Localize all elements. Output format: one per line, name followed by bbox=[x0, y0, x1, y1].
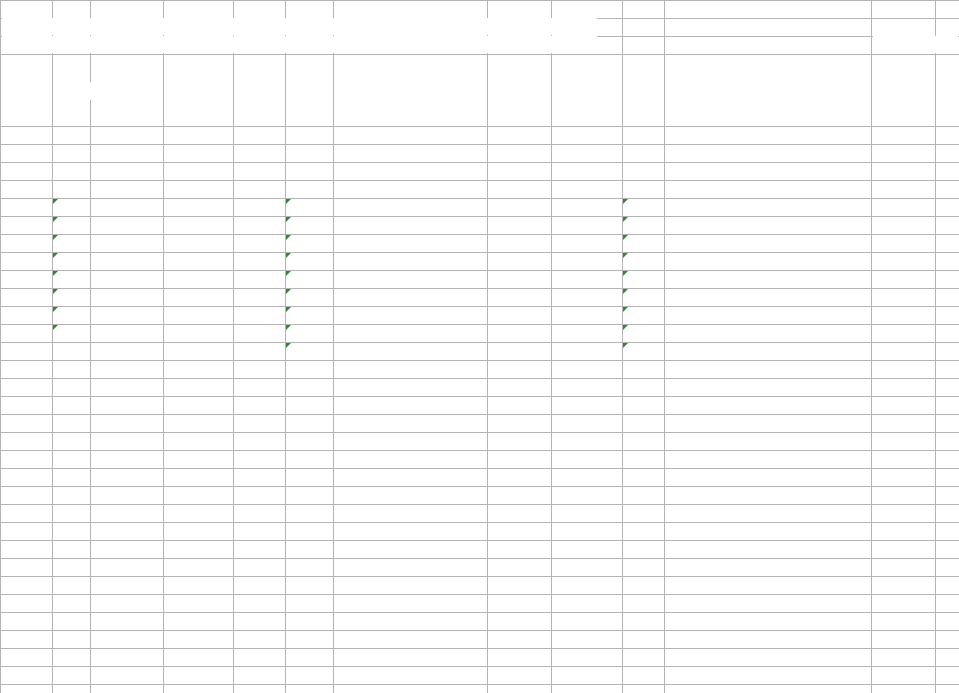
right-lei[interactable] bbox=[553, 180, 619, 198]
right-kuan[interactable] bbox=[624, 360, 661, 378]
middle-value[interactable] bbox=[489, 666, 548, 684]
header-kuan[interactable] bbox=[54, 144, 87, 162]
middle-kuan[interactable] bbox=[287, 594, 330, 612]
grid-col-line bbox=[333, 0, 334, 693]
right-lei[interactable] bbox=[553, 198, 619, 216]
right-lei[interactable] bbox=[553, 306, 619, 324]
middle-value[interactable] bbox=[489, 486, 548, 504]
middle-name[interactable] bbox=[335, 198, 484, 216]
middle-lei[interactable] bbox=[235, 576, 282, 594]
middle-kuan[interactable] bbox=[287, 486, 330, 504]
middle-lei[interactable] bbox=[235, 234, 282, 252]
grid-row-line bbox=[0, 126, 959, 127]
right-lei[interactable] bbox=[553, 324, 619, 342]
right-value[interactable] bbox=[873, 450, 932, 468]
right-kuan[interactable] bbox=[624, 216, 661, 234]
middle-value[interactable] bbox=[489, 180, 548, 198]
middle-lei[interactable] bbox=[235, 198, 282, 216]
right-lei[interactable] bbox=[553, 234, 619, 252]
error-indicator-icon bbox=[623, 325, 628, 330]
left-lei[interactable] bbox=[2, 288, 49, 306]
grid-col-line bbox=[0, 0, 1, 693]
middle-name[interactable] bbox=[335, 576, 484, 594]
left-lei[interactable] bbox=[2, 252, 49, 270]
middle-name[interactable] bbox=[335, 450, 484, 468]
middle-value[interactable] bbox=[489, 594, 548, 612]
total-value[interactable] bbox=[165, 162, 230, 180]
middle-kuan[interactable] bbox=[287, 576, 330, 594]
left-value[interactable] bbox=[165, 342, 230, 360]
header-kuan-2[interactable] bbox=[287, 144, 330, 162]
error-indicator-icon bbox=[623, 217, 628, 222]
right-kuan[interactable] bbox=[624, 450, 661, 468]
middle-lei[interactable] bbox=[235, 288, 282, 306]
error-indicator-icon bbox=[53, 235, 58, 240]
grid-row-line bbox=[0, 0, 959, 1]
left-lei[interactable] bbox=[2, 306, 49, 324]
error-indicator-icon bbox=[53, 271, 58, 276]
middle-value[interactable] bbox=[489, 234, 548, 252]
header-lei-2[interactable] bbox=[235, 144, 282, 162]
left-kuan[interactable] bbox=[54, 342, 87, 360]
header-name-2[interactable] bbox=[335, 82, 484, 100]
middle-value[interactable] bbox=[489, 252, 548, 270]
header-budget-2[interactable] bbox=[489, 72, 548, 144]
middle-kuan[interactable] bbox=[287, 558, 330, 576]
middle-lei[interactable] bbox=[235, 216, 282, 234]
header-lei-3[interactable] bbox=[553, 144, 619, 162]
middle-name[interactable] bbox=[335, 252, 484, 270]
error-indicator-icon bbox=[286, 199, 291, 204]
error-indicator-icon bbox=[623, 253, 628, 258]
middle-value[interactable] bbox=[489, 504, 548, 522]
middle-value[interactable] bbox=[489, 270, 548, 288]
left-kuan[interactable] bbox=[54, 324, 87, 342]
right-value[interactable] bbox=[873, 180, 932, 198]
middle-lei[interactable] bbox=[235, 594, 282, 612]
right-name[interactable] bbox=[666, 360, 868, 378]
middle-lei[interactable] bbox=[235, 468, 282, 486]
right-lei[interactable] bbox=[553, 378, 619, 396]
error-indicator-icon bbox=[623, 271, 628, 276]
left-kuan[interactable] bbox=[54, 216, 87, 234]
header-code-3[interactable] bbox=[553, 63, 619, 135]
left-name[interactable] bbox=[92, 234, 160, 252]
right-name[interactable] bbox=[666, 288, 868, 306]
left-lei[interactable] bbox=[2, 324, 49, 342]
error-indicator-icon bbox=[286, 325, 291, 330]
middle-lei[interactable] bbox=[235, 270, 282, 288]
header-name[interactable] bbox=[54, 82, 123, 100]
right-kuan[interactable] bbox=[624, 288, 661, 306]
right-kuan[interactable] bbox=[624, 468, 661, 486]
grid-row-line bbox=[0, 684, 959, 685]
middle-name[interactable] bbox=[335, 378, 484, 396]
grid-col-line bbox=[871, 0, 872, 693]
middle-kuan[interactable] bbox=[287, 198, 330, 216]
error-indicator-icon bbox=[286, 253, 291, 258]
error-indicator-icon bbox=[286, 289, 291, 294]
total-label[interactable] bbox=[92, 162, 160, 180]
right-value[interactable] bbox=[873, 306, 932, 324]
middle-value[interactable] bbox=[489, 342, 548, 360]
header-budget-3[interactable] bbox=[873, 72, 932, 144]
left-lei[interactable] bbox=[2, 270, 49, 288]
middle-name[interactable] bbox=[335, 288, 484, 306]
right-value[interactable] bbox=[873, 414, 932, 432]
left-name[interactable] bbox=[92, 342, 160, 360]
error-indicator-icon bbox=[53, 253, 58, 258]
middle-value[interactable] bbox=[489, 630, 548, 648]
middle-name[interactable] bbox=[335, 540, 484, 558]
right-value[interactable] bbox=[873, 234, 932, 252]
middle-kuan[interactable] bbox=[287, 450, 330, 468]
middle-lei[interactable] bbox=[235, 306, 282, 324]
right-value[interactable] bbox=[873, 270, 932, 288]
left-value[interactable] bbox=[165, 198, 230, 216]
left-value[interactable] bbox=[165, 180, 230, 198]
middle-value[interactable] bbox=[489, 522, 548, 540]
middle-kuan[interactable] bbox=[287, 252, 330, 270]
middle-kuan[interactable] bbox=[287, 666, 330, 684]
left-kuan[interactable] bbox=[54, 270, 87, 288]
middle-kuan[interactable] bbox=[287, 234, 330, 252]
middle-kuan[interactable] bbox=[287, 468, 330, 486]
right-name[interactable] bbox=[666, 468, 868, 486]
middle-name[interactable] bbox=[335, 414, 484, 432]
middle-lei[interactable] bbox=[235, 540, 282, 558]
middle-name[interactable] bbox=[335, 324, 484, 342]
middle-name[interactable] bbox=[335, 360, 484, 378]
right-name[interactable] bbox=[666, 324, 868, 342]
right-value[interactable] bbox=[873, 360, 932, 378]
right-name[interactable] bbox=[666, 450, 868, 468]
middle-lei[interactable] bbox=[235, 450, 282, 468]
middle-value[interactable] bbox=[489, 216, 548, 234]
right-name[interactable] bbox=[666, 198, 868, 216]
middle-kuan[interactable] bbox=[287, 360, 330, 378]
middle-value[interactable] bbox=[489, 360, 548, 378]
middle-lei[interactable] bbox=[235, 360, 282, 378]
middle-value[interactable] bbox=[489, 432, 548, 450]
right-kuan[interactable] bbox=[624, 306, 661, 324]
error-indicator-icon bbox=[286, 343, 291, 348]
middle-lei[interactable] bbox=[235, 648, 282, 666]
right-kuan[interactable] bbox=[624, 396, 661, 414]
error-indicator-icon bbox=[53, 217, 58, 222]
left-name[interactable] bbox=[92, 306, 160, 324]
middle-value[interactable] bbox=[489, 198, 548, 216]
middle-value[interactable] bbox=[489, 378, 548, 396]
error-indicator-icon bbox=[53, 289, 58, 294]
right-kuan[interactable] bbox=[624, 270, 661, 288]
middle-lei[interactable] bbox=[235, 486, 282, 504]
left-kuan[interactable] bbox=[54, 234, 87, 252]
middle-kuan[interactable] bbox=[287, 288, 330, 306]
error-indicator-icon bbox=[623, 343, 628, 348]
right-value[interactable] bbox=[873, 216, 932, 234]
grid-row-line bbox=[0, 54, 959, 55]
grid-col-line bbox=[935, 0, 936, 693]
left-value[interactable] bbox=[165, 288, 230, 306]
middle-value[interactable] bbox=[489, 540, 548, 558]
middle-kuan[interactable] bbox=[287, 630, 330, 648]
middle-kuan[interactable] bbox=[287, 270, 330, 288]
middle-name[interactable] bbox=[335, 612, 484, 630]
error-indicator-icon bbox=[623, 289, 628, 294]
form-number-cell[interactable] bbox=[873, 0, 932, 18]
left-name[interactable] bbox=[92, 180, 160, 198]
middle-name[interactable] bbox=[335, 216, 484, 234]
right-lei[interactable] bbox=[553, 360, 619, 378]
middle-value[interactable] bbox=[489, 324, 548, 342]
middle-lei[interactable] bbox=[235, 630, 282, 648]
grid-col-line bbox=[233, 0, 234, 693]
right-value[interactable] bbox=[873, 468, 932, 486]
header-code[interactable] bbox=[2, 54, 49, 126]
middle-lei[interactable] bbox=[235, 342, 282, 360]
header-kuan-3[interactable] bbox=[624, 144, 661, 162]
right-kuan[interactable] bbox=[624, 198, 661, 216]
middle-name[interactable] bbox=[335, 306, 484, 324]
middle-value[interactable] bbox=[489, 450, 548, 468]
left-name[interactable] bbox=[92, 324, 160, 342]
middle-kuan[interactable] bbox=[287, 540, 330, 558]
right-value[interactable] bbox=[873, 396, 932, 414]
middle-name[interactable] bbox=[335, 594, 484, 612]
left-value[interactable] bbox=[165, 216, 230, 234]
right-lei[interactable] bbox=[553, 414, 619, 432]
right-lei[interactable] bbox=[553, 270, 619, 288]
middle-kuan[interactable] bbox=[287, 378, 330, 396]
header-code-2[interactable] bbox=[235, 54, 282, 126]
error-indicator-icon bbox=[623, 307, 628, 312]
middle-name[interactable] bbox=[335, 396, 484, 414]
right-name[interactable] bbox=[666, 432, 868, 450]
left-name[interactable] bbox=[92, 270, 160, 288]
middle-lei[interactable] bbox=[235, 666, 282, 684]
middle-kuan[interactable] bbox=[287, 396, 330, 414]
middle-lei[interactable] bbox=[235, 558, 282, 576]
middle-lei[interactable] bbox=[235, 432, 282, 450]
middle-name[interactable] bbox=[335, 486, 484, 504]
left-kuan[interactable] bbox=[54, 288, 87, 306]
right-name[interactable] bbox=[666, 306, 868, 324]
middle-value[interactable] bbox=[489, 288, 548, 306]
middle-kuan[interactable] bbox=[287, 522, 330, 540]
error-indicator-icon bbox=[623, 199, 628, 204]
right-name[interactable] bbox=[666, 216, 868, 234]
middle-kuan[interactable] bbox=[287, 216, 330, 234]
header-lei[interactable] bbox=[2, 144, 49, 162]
left-lei[interactable] bbox=[2, 216, 49, 234]
middle-lei[interactable] bbox=[235, 522, 282, 540]
right-name[interactable] bbox=[666, 396, 868, 414]
middle-value[interactable] bbox=[489, 306, 548, 324]
middle-name[interactable] bbox=[335, 180, 484, 198]
left-value[interactable] bbox=[165, 324, 230, 342]
middle-lei[interactable] bbox=[235, 396, 282, 414]
grid-col-line bbox=[487, 0, 488, 693]
right-kuan[interactable] bbox=[624, 324, 661, 342]
middle-lei[interactable] bbox=[235, 324, 282, 342]
right-value[interactable] bbox=[873, 288, 932, 306]
right-kuan[interactable] bbox=[624, 378, 661, 396]
right-value[interactable] bbox=[873, 324, 932, 342]
left-name[interactable] bbox=[92, 198, 160, 216]
middle-lei[interactable] bbox=[235, 414, 282, 432]
left-value[interactable] bbox=[165, 234, 230, 252]
right-lei[interactable] bbox=[553, 432, 619, 450]
header-budget[interactable] bbox=[165, 72, 230, 144]
middle-name[interactable] bbox=[335, 234, 484, 252]
right-name[interactable] bbox=[666, 252, 868, 270]
left-kuan[interactable] bbox=[54, 198, 87, 216]
grid-col-line bbox=[664, 0, 665, 693]
middle-value[interactable] bbox=[489, 612, 548, 630]
grid-col-line bbox=[551, 0, 552, 693]
right-value[interactable] bbox=[873, 252, 932, 270]
error-indicator-icon bbox=[53, 199, 58, 204]
right-kuan[interactable] bbox=[624, 414, 661, 432]
sheet-title[interactable] bbox=[2, 18, 597, 35]
right-value[interactable] bbox=[873, 378, 932, 396]
unit-label[interactable] bbox=[2, 36, 597, 53]
middle-kuan[interactable] bbox=[287, 648, 330, 666]
middle-kuan[interactable] bbox=[287, 324, 330, 342]
grid-col-line bbox=[90, 0, 91, 693]
middle-name[interactable] bbox=[335, 468, 484, 486]
middle-kuan[interactable] bbox=[287, 414, 330, 432]
middle-name[interactable] bbox=[335, 270, 484, 288]
middle-lei[interactable] bbox=[235, 378, 282, 396]
right-lei[interactable] bbox=[553, 288, 619, 306]
right-name[interactable] bbox=[666, 180, 868, 198]
middle-lei[interactable] bbox=[235, 180, 282, 198]
right-kuan[interactable] bbox=[624, 252, 661, 270]
middle-kuan[interactable] bbox=[287, 612, 330, 630]
middle-lei[interactable] bbox=[235, 612, 282, 630]
middle-value[interactable] bbox=[489, 396, 548, 414]
right-value[interactable] bbox=[873, 432, 932, 450]
right-name[interactable] bbox=[666, 378, 868, 396]
left-kuan[interactable] bbox=[54, 306, 87, 324]
middle-value[interactable] bbox=[489, 414, 548, 432]
left-lei[interactable] bbox=[2, 180, 49, 198]
left-name[interactable] bbox=[92, 216, 160, 234]
middle-value[interactable] bbox=[489, 468, 548, 486]
right-lei[interactable] bbox=[553, 342, 619, 360]
middle-name[interactable] bbox=[335, 432, 484, 450]
right-kuan[interactable] bbox=[624, 234, 661, 252]
middle-value[interactable] bbox=[489, 558, 548, 576]
left-value[interactable] bbox=[165, 252, 230, 270]
error-indicator-icon bbox=[286, 271, 291, 276]
error-indicator-icon bbox=[286, 235, 291, 240]
right-kuan[interactable] bbox=[624, 432, 661, 450]
right-name[interactable] bbox=[666, 414, 868, 432]
middle-name[interactable] bbox=[335, 504, 484, 522]
right-kuan[interactable] bbox=[624, 342, 661, 360]
right-lei[interactable] bbox=[553, 252, 619, 270]
right-lei[interactable] bbox=[553, 216, 619, 234]
right-name[interactable] bbox=[666, 342, 868, 360]
left-lei[interactable] bbox=[2, 198, 49, 216]
middle-name[interactable] bbox=[335, 648, 484, 666]
middle-name[interactable] bbox=[335, 666, 484, 684]
middle-name[interactable] bbox=[335, 558, 484, 576]
right-name[interactable] bbox=[666, 270, 868, 288]
error-indicator-icon bbox=[53, 307, 58, 312]
middle-kuan[interactable] bbox=[287, 306, 330, 324]
middle-name[interactable] bbox=[335, 342, 484, 360]
currency-label[interactable] bbox=[873, 36, 958, 53]
grid-col-line bbox=[163, 0, 164, 693]
error-indicator-icon bbox=[286, 307, 291, 312]
middle-name[interactable] bbox=[335, 630, 484, 648]
left-name[interactable] bbox=[92, 288, 160, 306]
middle-lei[interactable] bbox=[235, 504, 282, 522]
middle-kuan[interactable] bbox=[287, 342, 330, 360]
middle-lei[interactable] bbox=[235, 252, 282, 270]
middle-kuan[interactable] bbox=[287, 432, 330, 450]
middle-value[interactable] bbox=[489, 648, 548, 666]
middle-kuan[interactable] bbox=[287, 504, 330, 522]
left-value[interactable] bbox=[165, 306, 230, 324]
left-name[interactable] bbox=[92, 252, 160, 270]
middle-name[interactable] bbox=[335, 522, 484, 540]
left-lei[interactable] bbox=[2, 234, 49, 252]
error-indicator-icon bbox=[286, 217, 291, 222]
grid-col-line bbox=[52, 0, 53, 693]
right-lei[interactable] bbox=[553, 396, 619, 414]
error-indicator-icon bbox=[623, 235, 628, 240]
right-value[interactable] bbox=[873, 342, 932, 360]
left-lei[interactable] bbox=[2, 342, 49, 360]
error-indicator-icon bbox=[53, 325, 58, 330]
header-name-3[interactable] bbox=[666, 82, 868, 100]
right-name[interactable] bbox=[666, 234, 868, 252]
left-value[interactable] bbox=[165, 270, 230, 288]
right-value[interactable] bbox=[873, 198, 932, 216]
grid-row-line bbox=[0, 144, 959, 145]
middle-value[interactable] bbox=[489, 576, 548, 594]
left-kuan[interactable] bbox=[54, 252, 87, 270]
